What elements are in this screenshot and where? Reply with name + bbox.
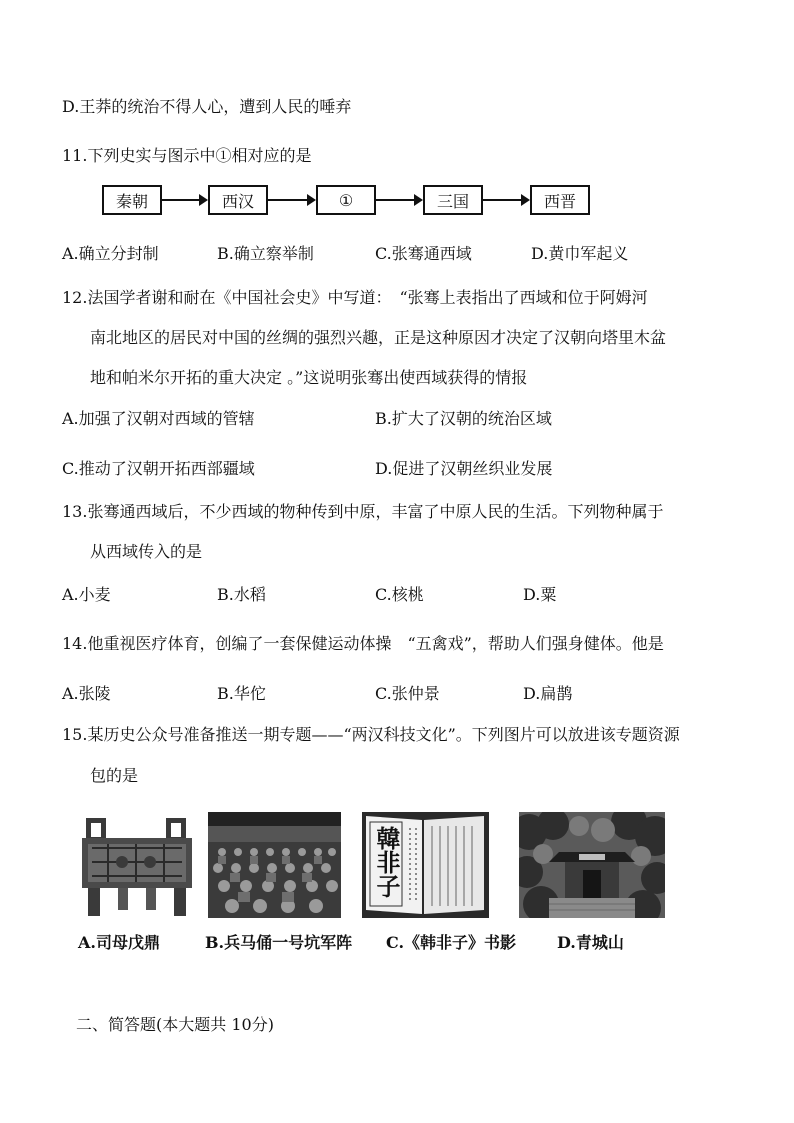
timeline-arrow bbox=[483, 199, 528, 201]
image-hanfeizi-book bbox=[362, 812, 489, 918]
q12-stem-line-3: 地和帕米尔开拓的重大决定 。”这说明张骞出使西域获得的情报 bbox=[90, 368, 528, 387]
timeline-box-three-kingdoms: 三国 bbox=[423, 185, 483, 215]
timeline-box-western-han: 西汉 bbox=[208, 185, 268, 215]
q11-timeline-diagram bbox=[0, 185, 794, 219]
q13-stem-line-2: 从西域传入的是 bbox=[90, 542, 203, 561]
timeline-arrow bbox=[162, 199, 206, 201]
q12-option-b: B.扩大了汉朝的统治区域 bbox=[375, 409, 552, 428]
q13-stem-line-1: 13.张骞通西域后，不少西域的物种传到中原，丰富了中原人民的生活。下列物种属于 bbox=[62, 502, 664, 521]
q11-option-d: D.黄巾军起义 bbox=[531, 244, 629, 263]
q12-option-c: C.推动了汉朝开拓西部疆域 bbox=[62, 459, 255, 478]
q13-option-c: C.核桃 bbox=[375, 585, 424, 604]
q14-option-b: B.华佗 bbox=[217, 684, 266, 703]
q15-stem-line-2: 包的是 bbox=[90, 766, 139, 785]
q11-option-b: B.确立察举制 bbox=[217, 244, 314, 263]
book-title-calligraphy: 韓非子 bbox=[372, 826, 401, 898]
q10-option-d: D.王莽的统治不得人心，遭到人民的唾弃 bbox=[62, 97, 352, 116]
q12-option-d: D.促进了汉朝丝织业发展 bbox=[375, 459, 553, 478]
image-simuwu-ding bbox=[78, 812, 196, 918]
image-terracotta-army bbox=[208, 812, 341, 918]
timeline-box-qin: 秦朝 bbox=[102, 185, 162, 215]
q13-option-a: A.小麦 bbox=[62, 585, 111, 604]
q12-option-a: A.加强了汉朝对西域的管辖 bbox=[62, 409, 255, 428]
q12-stem-line-1: 12.法国学者谢和耐在《中国社会史》中写道： “张骞上表指出了西域和位于阿姆河 bbox=[62, 288, 648, 307]
q12-stem-line-2: 南北地区的居民对中国的丝绸的强烈兴趣，正是这种原因才决定了汉朝向塔里木盆 bbox=[90, 328, 667, 347]
q14-option-a: A.张陵 bbox=[62, 684, 111, 703]
image-qingcheng-mountain bbox=[519, 812, 665, 918]
timeline-arrow bbox=[376, 199, 421, 201]
q11-option-c: C.张骞通西域 bbox=[375, 244, 472, 263]
q11-option-a: A.确立分封制 bbox=[62, 244, 159, 263]
q15-caption-b: B.兵马俑一号坑军阵 bbox=[205, 933, 353, 952]
q14-stem: 14.他重视医疗体育，创编了一套保健运动体操 “五禽戏”，帮助人们强身健体。他是 bbox=[62, 634, 664, 653]
q13-option-b: B.水稻 bbox=[217, 585, 266, 604]
section-2-heading: 二、简答题(本大题共 10分) bbox=[76, 1015, 274, 1034]
q15-caption-c: C.《韩非子》书影 bbox=[386, 933, 517, 952]
timeline-box-western-jin: 西晋 bbox=[530, 185, 590, 215]
q14-option-d: D.扁鹊 bbox=[523, 684, 573, 703]
q15-caption-d: D.青城山 bbox=[557, 933, 624, 952]
timeline-arrow bbox=[268, 199, 314, 201]
q15-caption-a: A.司母戊鼎 bbox=[78, 933, 160, 952]
q15-stem-line-1: 15.某历史公众号准备推送一期专题——“两汉科技文化”。下列图片可以放进该专题资源 bbox=[62, 725, 680, 744]
q14-option-c: C.张仲景 bbox=[375, 684, 440, 703]
q11-stem: 11.下列史实与图示中①相对应的是 bbox=[62, 146, 312, 165]
timeline-box-blank: ① bbox=[316, 185, 376, 215]
q13-option-d: D.粟 bbox=[523, 585, 557, 604]
